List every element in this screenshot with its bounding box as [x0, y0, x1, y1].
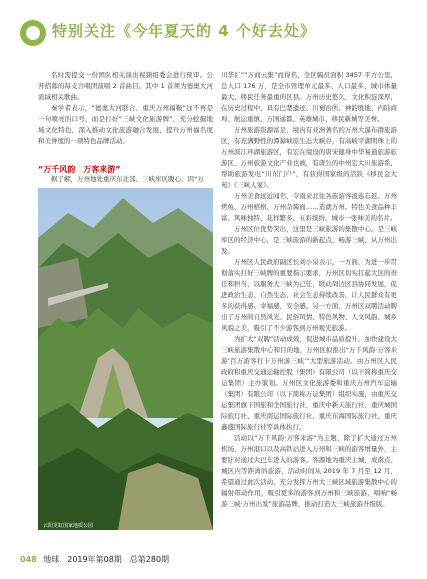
left-intro-text [38, 70, 213, 147]
photo-caption: 云阳龙缸国家地质公园 [43, 523, 94, 529]
paragraph: 为扩大“双聘”活动成效，促进城市品质提升，加快建设大三峡旅游集散中心和目的地，万州区拟推出“万千风韵·万客来游‘百万游客打卡万州游三峡’”大型旅游活动。由万州区人民政府和重庆交通运输控股（集团）有限公司（以下简称重庆交运集团）主办策划。万州区文化旅游委和重庆万州汽车运输（集团）有限公司（以下简称万运集团）组织实施，由重庆交运集团旗下国旅和全国旅行社，重庆中新天旅行社、重庆城国际旅行社、重庆南运国际旅行社、重庆东海国际旅行社、重庆鑫盛国际旅行社等具体执行。 [221, 335, 397, 431]
header-title: 特别关注《今年夏天的 4 个好去处》 [52, 22, 316, 40]
page-header [0, 14, 427, 50]
paragraph: 万州区人民政府副区长刘小泉表示，一方面，为进一步贯彻落实打好三峡牌的重要指示要求，万州区切实扛起大区的责任和担当，以服务大三峡为己任，联动周边区县协同发展，促进政治生态、自然生态、社会生态持续改善，让人民群众有更多的获得感、幸福感、安全感。另一方面，万州区双聘活动聘出了万州的自然风光、民俗风情、特色风物、人文风韵、城乡风貌之美，吸引了不少游客到万州观光旅游。 [221, 258, 397, 332]
right-column-text [221, 70, 397, 510]
page-footer [20, 554, 169, 565]
section-heading: “万千风韵 万客来游” [38, 165, 121, 174]
paragraph: 秦学者表示，“德奥大河联合、重庆万州福鞍”这不再是一句喷亮的口号，而是打好“三峡文化旅游牌”，充分挖掘地域文化特色，深入推动文化旅游融合发展，提升万州福名度和美誉度的一项特色品牌活动。 [38, 104, 213, 145]
page-number: 048 [20, 555, 37, 564]
paragraph: 万州旅游资源富足，境内有亚洲著名的万州大瀑布群旅游区，有充满野性的潭獐峡原生态大峡谷，有高峡平湖明珠上的万州滨江环湖旅游区，有宏在境设的唐宋健身中华易通旅游旅游区，万州旅游文化产业也被，有唐公的中州宏大川旅游系，帮助旅游发电“川东门户”，有获得国家级的活跃《移民金大苑》《三峡人家》。 [221, 126, 397, 189]
paragraph: 名时需提交一份团队相关演出视频组委会进行预审。公开招募的每支合唱团演唱 2 首曲目。其中 1 首须为德奥大河流域相关歌曲。 [38, 71, 213, 101]
footer-text: 地球 2019年第08期 总第280期 [43, 555, 170, 564]
paragraph: 万州美食远近闻名，令南来北往各旅游客流连忘返。万州烤鱼、万州格格、万州杂酱面……造就万州。特色美食品种丰富、风味独特、花样繁多、五彩缤纷。城市一张味美的名片。 [221, 192, 397, 222]
paragraph: 活动以“万千风韵·万客来游”为主题，除了扩大通过万州机场、万州港口以及高铁站进入万州和三峡的游客增量外，主要针对通过大巴车进入的游客。客源地为重庆主城、成南点、城区内等距离的旅游，活动时间从 2019 年 7 月至 12 月，希望通过此次活动，充分发挥万州大三峡区域旅游集散中心的辐射带动作用，吸引更多的游客到万州和三峡旅游，唱响“畅游三峡·万州出发”旅游品牌，推动打造大三峡旅游升级版。 [221, 434, 397, 508]
section-logo-icon [20, 20, 46, 46]
paragraph: 川华汇”“万商云集”而得名，全区幅员面积 3457 平方公里，总人口 176 万，是全市管理单元最多、人口最多、城市体量最大、移民任务最重的区县。万州历史悠久，文化积淀深厚，在历史过程中，具有巴楚遗迹、川蜀治所、神韵胜地、内陆商埠、航运重镇、万国通都、英雄城市、移民新城等美誉。 [221, 71, 397, 123]
landscape-photo [38, 188, 213, 530]
section-text: 据了解，万州地处重庆东北部、三峡库区腹心，因“万 [51, 175, 204, 183]
paragraph: 万州区位优势突出，这里是三峡旅游的集散中心。是三峡库区的经济中心，是三峡旅游的新起点，畅游三峡，从万州出发。 [221, 225, 397, 255]
